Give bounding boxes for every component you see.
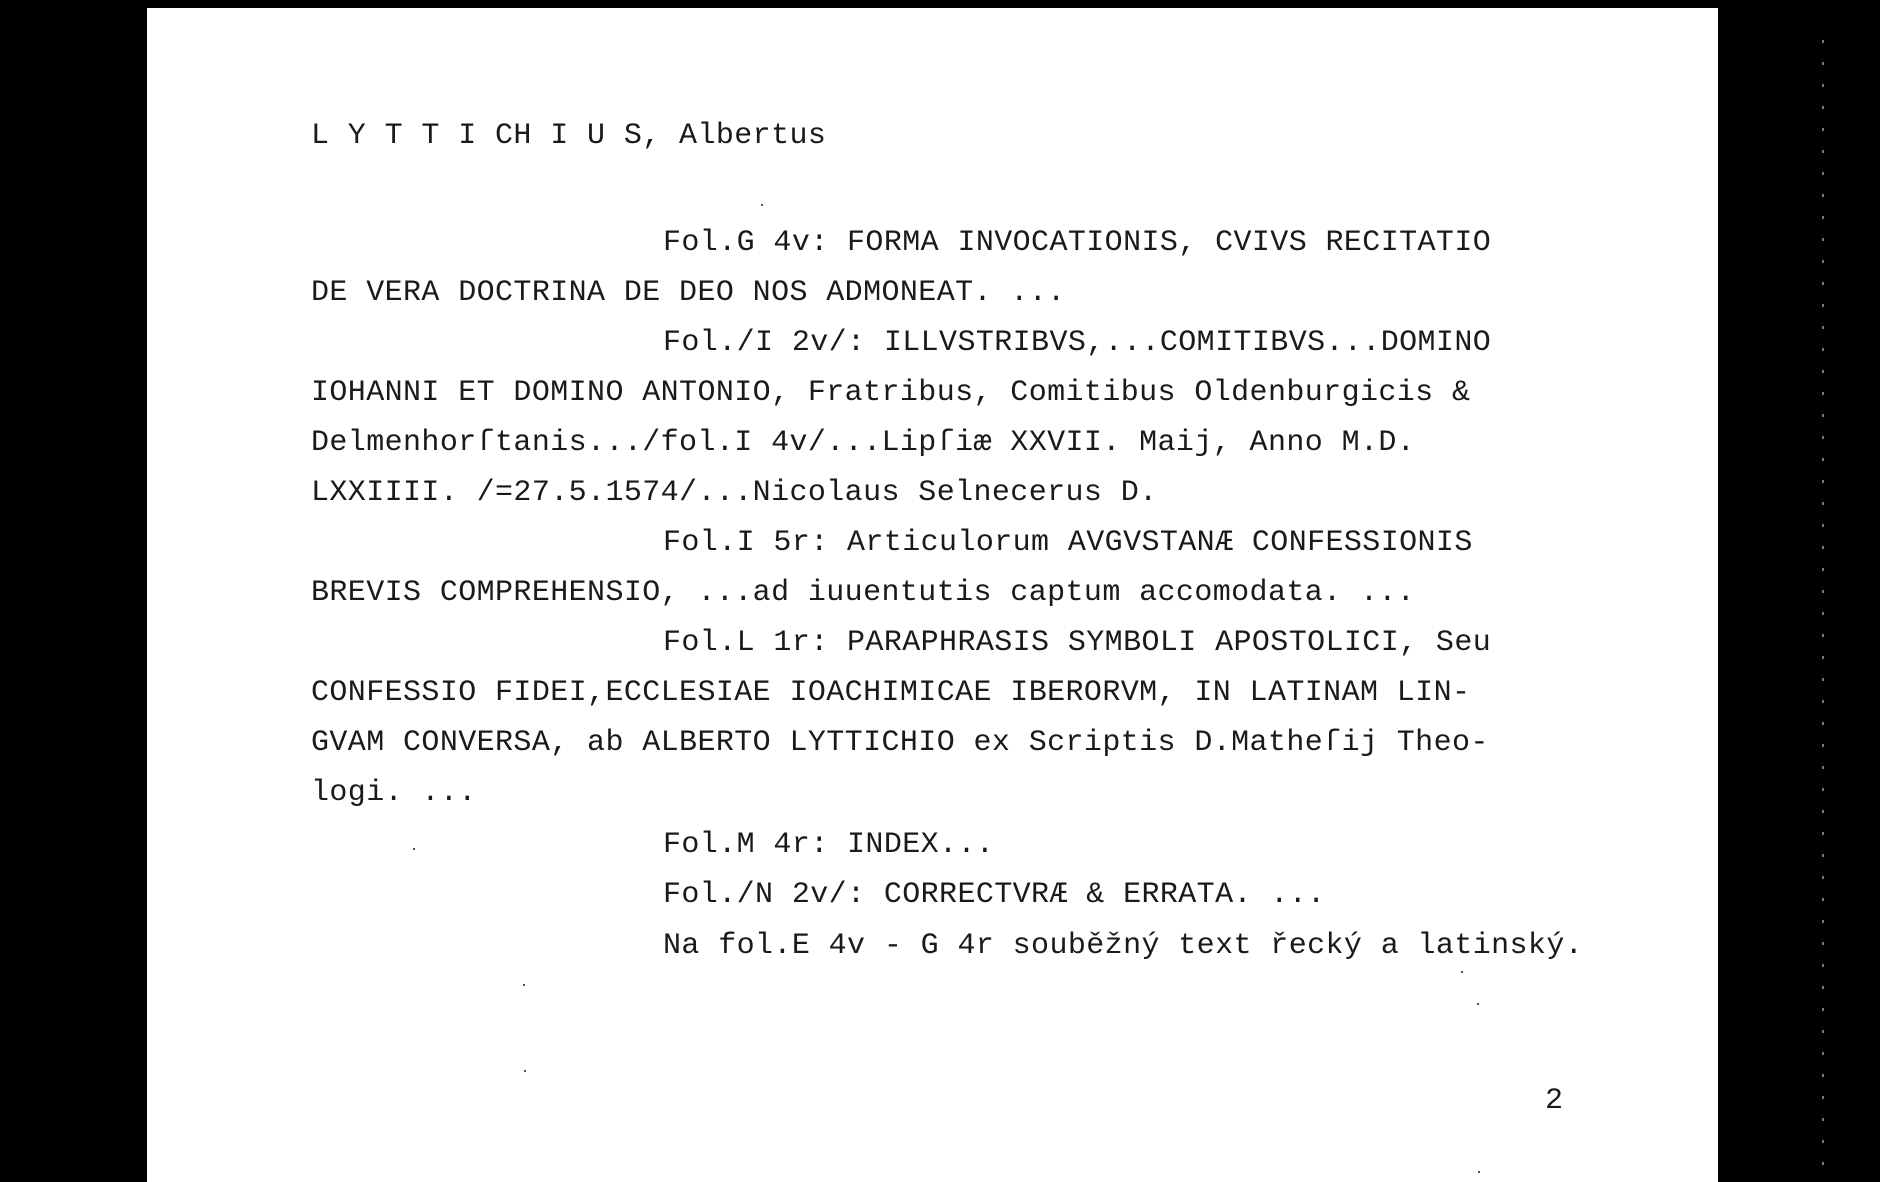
text-line-14: Fol./N 2v/: CORRECTVRÆ & ERRATA. ... [663, 878, 1326, 912]
paper-speck [1461, 971, 1463, 973]
text-line-6: LXXIIII. /=27.5.1574/...Nicolaus Selnecerus D. [311, 476, 1158, 510]
text-line-13: Fol.M 4r: INDEX... [663, 828, 995, 862]
paper-speck [1478, 1171, 1480, 1173]
text-line-3: Fol./I 2v/: ILLVSTRIBVS,...COMITIBVS...DOMINO [663, 326, 1492, 360]
catalog-card [147, 8, 1718, 1182]
text-line-10: CONFESSIO FIDEI,ECCLESIAE IOACHIMICAE IBERORVM, IN LATINAM LIN- [311, 676, 1471, 710]
text-line-1: Fol.G 4v: FORMA INVOCATIONIS, CVIVS RECITATIO [663, 226, 1492, 260]
text-line-2: DE VERA DOCTRINA DE DEO NOS ADMONEAT. ... [311, 276, 1066, 310]
paper-speck [523, 984, 525, 986]
page-number: 2 [1545, 1084, 1564, 1118]
paper-speck [413, 848, 415, 850]
text-line-12: logi. ... [311, 776, 477, 810]
scan-edge-marks [1822, 40, 1824, 1170]
paper-speck [524, 1070, 526, 1072]
text-line-7: Fol.I 5r: Articulorum AVGVSTANÆ CONFESSIONIS [663, 526, 1473, 560]
paper-speck [1477, 1003, 1479, 1005]
card-heading: L Y T T I CH I U S, Albertus [311, 119, 827, 153]
text-line-15: Na fol.E 4v - G 4r souběžný text řecký a latinský. [663, 929, 1584, 963]
text-line-4: IOHANNI ET DOMINO ANTONIO, Fratribus, Comitibus Oldenburgicis & [311, 376, 1471, 410]
paper-speck [761, 204, 763, 206]
text-line-11: GVAM CONVERSA, ab ALBERTO LYTTICHIO ex Scriptis D.Matheſij Theo- [311, 726, 1489, 760]
text-line-8: BREVIS COMPREHENSIO, ...ad iuuentutis captum accomodata. ... [311, 576, 1416, 610]
text-line-9: Fol.L 1r: PARAPHRASIS SYMBOLI APOSTOLICI, Seu [663, 626, 1492, 660]
text-line-5: Delmenhorſtanis.../fol.I 4v/...Lipſiæ XXVII. Maij, Anno M.D. [311, 426, 1416, 460]
